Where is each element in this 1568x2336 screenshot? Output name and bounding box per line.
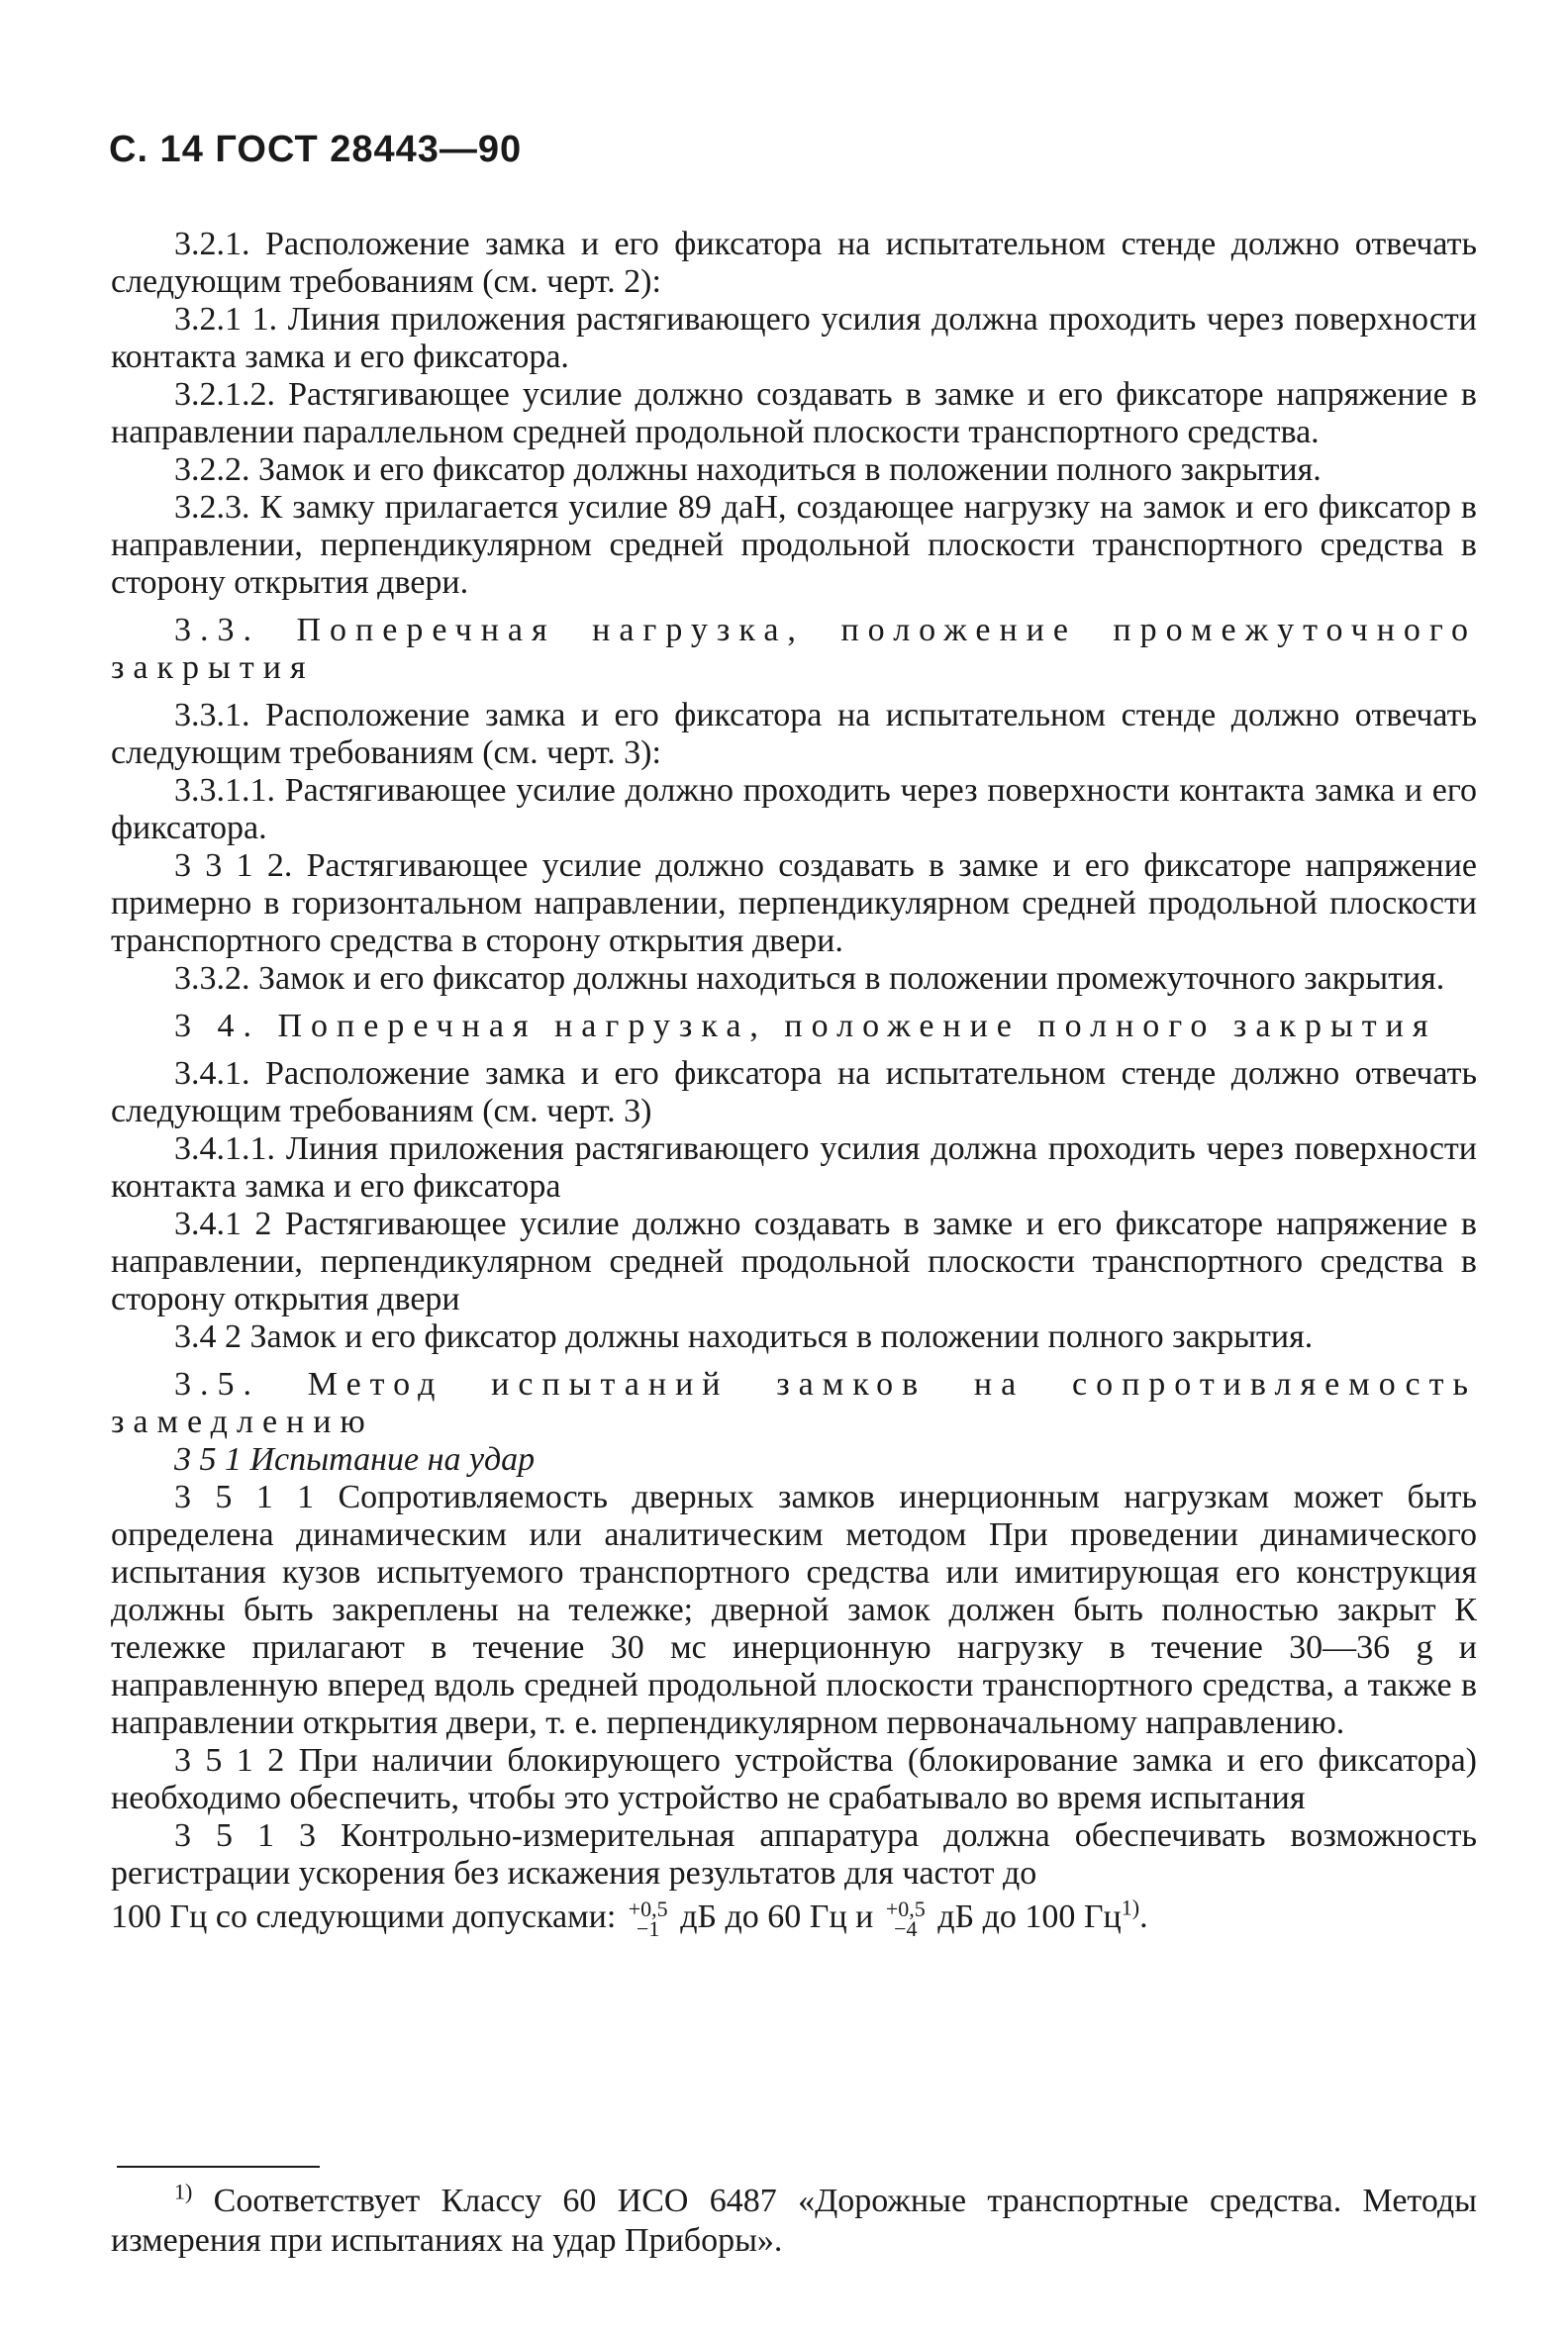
tolerance-2 bbox=[885, 1897, 926, 1942]
footnote-reference: 1) bbox=[1121, 1895, 1140, 1920]
paragraph-3-5-1-1: 3 5 1 1 Сопротивляемость дверных замков инерционным нагрузкам может быть определена динамическим или аналитическим методом При проведении динамического испытания кузов испытуемого транспортного средства или имитирующая его конструкция должны быть закреплены на тележке; дверной замок должен быть полностью закрыт К тележке прилагают в течение 30 мс инерционную нагрузку в течение 30—36 g и направленную вперед вдоль средней продольной плоскости транспортного средства, а также в направлении открытия двери, т. е. перпендикулярном первоначальному направлению. bbox=[111, 1479, 1477, 1741]
paragraph-3-5-1-3: 3 5 1 3 Контрольно-измерительная аппаратура должна обеспечивать возможность регистрации ускорения без искажения результатов для частот до bbox=[111, 1817, 1477, 1892]
paragraph-3-2-2: 3.2.2. Замок и его фиксатор должны находиться в положении полного закрытия. bbox=[174, 451, 1322, 488]
paragraph-3-3-1-2: 3 3 1 2. Растягивающее усилие должно создавать в замке и его фиксаторе напряжение примерно в горизонтальном направлении, перпендикулярном средней продольной плоскости транспортного средства в сторону открытия двери. bbox=[111, 847, 1477, 959]
footnote-mark: 1) bbox=[174, 2179, 193, 2204]
tolerance-2-upper: +0,5 bbox=[885, 1897, 926, 1922]
subheading-3-5-1: 3 5 1 Испытание на удар bbox=[174, 1441, 536, 1478]
footnote-paragraph bbox=[111, 2179, 1477, 2261]
paragraph-3-3-2: 3.3.2. Замок и его фиксатор должны находиться в положении промежуточного закрытия. bbox=[174, 960, 1445, 997]
section-heading-3-3: 3.3. Поперечная нагрузка, положение промежуточного закрытия bbox=[111, 612, 1477, 686]
document-body bbox=[111, 226, 1477, 1942]
tolerance-1-lower: −1 bbox=[637, 1916, 660, 1942]
page-header: С. 14 ГОСТ 28443—90 bbox=[109, 129, 523, 170]
section-heading-3-4: 3 4. Поперечная нагрузка, положение полного закрытия bbox=[174, 1008, 1437, 1044]
paragraph-3-2-1: 3.2.1. Расположение замка и его фиксатора на испытательном стенде должно отвечать следующим требованиям (см. черт. 2): bbox=[111, 226, 1477, 300]
footnote bbox=[111, 2179, 1477, 2261]
paragraph-3-4-1: 3.4.1. Расположение замка и его фиксатора на испытательном стенде должно отвечать следующим требованиям (см. черт. 3) bbox=[111, 1055, 1477, 1129]
tolerance-line bbox=[111, 1895, 1477, 1942]
tolerance-text-3: дБ до 100 Гц bbox=[937, 1898, 1122, 1935]
tolerance-2-lower: −4 bbox=[894, 1916, 918, 1942]
paragraph-3-3-1: 3.3.1. Расположение замка и его фиксатора на испытательном стенде должно отвечать следующим требованиям (см. черт. 3): bbox=[111, 697, 1477, 771]
paragraph-3-4-1-2: 3.4.1 2 Растягивающее усилие должно создавать в замке и его фиксаторе напряжение в направлении, перпендикулярном средней продольной плоскости транспортного средства в сторону открытия двери bbox=[111, 1206, 1477, 1317]
tolerance-line-end: . bbox=[1139, 1898, 1148, 1935]
paragraph-3-2-1-1: 3.2.1 1. Линия приложения растягивающего усилия должна проходить через поверхности контакта замка и его фиксатора. bbox=[111, 301, 1477, 375]
tolerance-text-2: дБ до 60 Гц и bbox=[680, 1898, 874, 1935]
tolerance-1 bbox=[628, 1897, 668, 1942]
paragraph-3-2-3: 3.2.3. К замку прилагается усилие 89 даН, создающее нагрузку на замок и его фиксатор в направлении, перпендикулярном средней продольной плоскости транспортного средства в сторону открытия двери. bbox=[111, 489, 1477, 601]
paragraph-3-5-1-2: 3 5 1 2 При наличии блокирующего устройства (блокирование замка и его фиксатора) необходимо обеспечить, чтобы это устройство не срабатывало во время испытания bbox=[111, 1742, 1477, 1816]
paragraph-3-4-1-1: 3.4.1.1. Линия приложения растягивающего усилия должна проходить через поверхности контакта замка и его фиксатора bbox=[111, 1130, 1477, 1205]
paragraph-3-2-1-2: 3.2.1.2. Растягивающее усилие должно создавать в замке и его фиксаторе напряжение в направлении параллельном средней продольной плоскости транспортного средства. bbox=[111, 376, 1477, 450]
paragraph-3-4-2: 3.4 2 Замок и его фиксатор должны находиться в положении полного закрытия. bbox=[174, 1318, 1314, 1355]
paragraph-3-3-1-1: 3.3.1.1. Растягивающее усилие должно проходить через поверхности контакта замка и его фиксатора. bbox=[111, 772, 1477, 846]
tolerance-1-upper: +0,5 bbox=[628, 1897, 668, 1922]
section-heading-3-5: 3.5. Метод испытаний замков на сопротивляемость замедлению bbox=[111, 1366, 1477, 1440]
footnote-text: Соответствует Классу 60 ИСО 6487 «Дорожные транспортные средства. Методы измерения при испытаниях на удар Приборы». bbox=[111, 2183, 1477, 2259]
footnote-divider bbox=[117, 2166, 320, 2168]
tolerance-text-1: 100 Гц со следующими допусками: bbox=[111, 1898, 617, 1935]
